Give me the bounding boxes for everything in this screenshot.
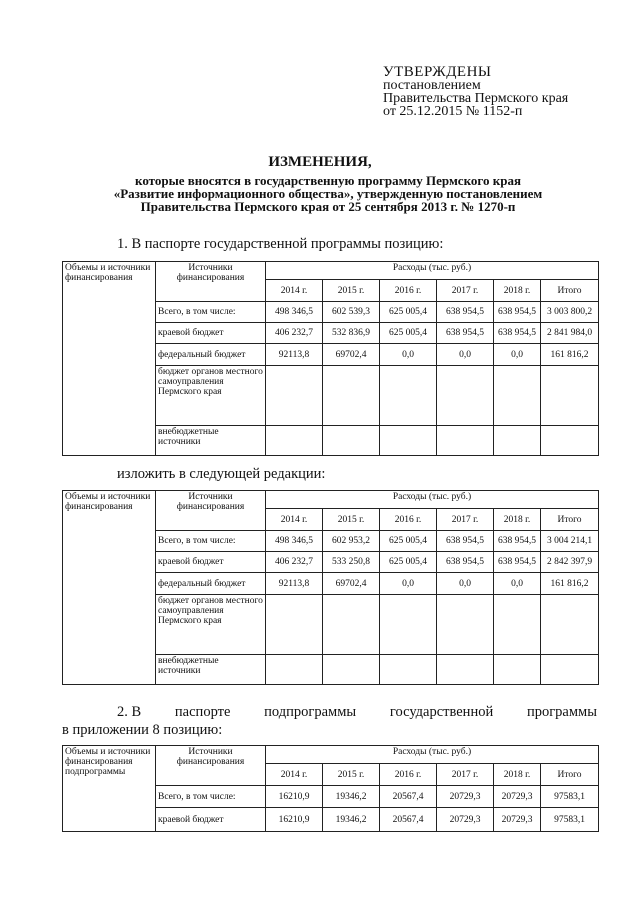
value-cell: 16210,9 (266, 786, 323, 808)
financing-table-current (62, 261, 599, 456)
source-cell: Всего, в том числе: (156, 302, 266, 323)
value-cell: 602 539,3 (323, 302, 380, 323)
value-cell: 498 346,5 (266, 302, 323, 323)
value-cell: 3 003 800,2 (541, 302, 599, 323)
value-cell: 625 005,4 (380, 552, 437, 573)
value-cell: 638 954,5 (437, 302, 494, 323)
source-cell: краевой бюджет (156, 552, 266, 573)
section1-replace: изложить в следующей редакции: (117, 466, 326, 482)
value-cell: 625 005,4 (380, 323, 437, 344)
total-header: Итого (541, 280, 599, 302)
document-title: ИЗМЕНЕНИЯ, (268, 154, 372, 170)
section2-word: программы (526, 704, 597, 720)
section2-word: государственной (389, 704, 494, 720)
source-cell: краевой бюджет (156, 808, 266, 832)
source-cell: федеральный бюджет (156, 344, 266, 366)
value-cell: 16210,9 (266, 808, 323, 832)
value-cell: 97583,1 (541, 808, 599, 832)
value-cell: 69702,4 (323, 573, 380, 595)
value-cell: 161 816,2 (541, 344, 599, 366)
source-cell: краевой бюджет (156, 323, 266, 344)
value-cell: 97583,1 (541, 786, 599, 808)
approval-block (383, 66, 568, 118)
year-header: 2015 г. (323, 280, 380, 302)
source-cell: внебюджетные источники (156, 655, 266, 685)
value-cell: 638 954,5 (494, 552, 541, 573)
financing-table-subprogram (62, 745, 599, 832)
value-cell: 20729,3 (437, 786, 494, 808)
value-cell: 625 005,4 (380, 531, 437, 552)
year-header: 2014 г. (266, 764, 323, 786)
total-header: Итого (541, 764, 599, 786)
source-cell: бюджет органов местного самоуправления Пермского края (156, 366, 266, 426)
document-subtitle (98, 174, 558, 213)
value-cell: 2 842 397,9 (541, 552, 599, 573)
year-header: 2018 г. (494, 764, 541, 786)
sources-header: Источники финансирования (156, 491, 266, 531)
subtitle-line: «Развитие информационного общества», утвержденную постановлением (113, 186, 543, 201)
source-cell: федеральный бюджет (156, 573, 266, 595)
section2-line1 (117, 704, 597, 721)
approval-line: Правительства Пермского края (383, 91, 569, 106)
financing-table-new (62, 490, 599, 685)
section2-word: подпрограммы (264, 704, 357, 720)
value-cell: 406 232,7 (266, 323, 323, 344)
value-cell: 602 953,2 (323, 531, 380, 552)
year-header: 2017 г. (437, 509, 494, 531)
value-cell: 638 954,5 (494, 302, 541, 323)
value-cell: 625 005,4 (380, 302, 437, 323)
value-cell: 638 954,5 (437, 323, 494, 344)
year-header: 2015 г. (323, 509, 380, 531)
value-cell: 19346,2 (323, 786, 380, 808)
approval-title: УТВЕРЖДЕНЫ (383, 64, 492, 80)
table1-label: Объемы и источники финансирования (63, 262, 156, 456)
year-header: 2014 г. (266, 509, 323, 531)
subtitle-line: Правительства Пермского края от 25 сентября 2013 г. № 1270-п (140, 199, 516, 214)
subtitle-line: которые вносятся в государственную программу Пермского края (135, 173, 521, 188)
year-header: 2016 г. (380, 280, 437, 302)
value-cell: 20567,4 (380, 786, 437, 808)
value-cell: 638 954,5 (437, 552, 494, 573)
value-cell: 20567,4 (380, 808, 437, 832)
expenses-header: Расходы (тыс. руб.) (266, 491, 599, 509)
section1-intro: 1. В паспорте государственной программы позицию: (117, 236, 444, 252)
expenses-header: Расходы (тыс. руб.) (266, 262, 599, 280)
source-cell: внебюджетные источники (156, 426, 266, 456)
section2-word: паспорте (174, 704, 231, 720)
value-cell: 638 954,5 (494, 531, 541, 552)
year-header: 2014 г. (266, 280, 323, 302)
value-cell: 92113,8 (266, 344, 323, 366)
value-cell: 20729,3 (437, 808, 494, 832)
year-header: 2015 г. (323, 764, 380, 786)
source-cell: бюджет органов местного самоуправления Пермского края (156, 595, 266, 655)
value-cell: 0,0 (437, 344, 494, 366)
value-cell: 2 841 984,0 (541, 323, 599, 344)
year-header: 2017 г. (437, 764, 494, 786)
source-cell: Всего, в том числе: (156, 531, 266, 552)
section2-line2: в приложении 8 позицию: (62, 722, 223, 738)
expenses-header: Расходы (тыс. руб.) (266, 746, 599, 764)
value-cell: 161 816,2 (541, 573, 599, 595)
approval-line: от 25.12.2015 № 1152-п (383, 104, 523, 119)
value-cell: 3 004 214,1 (541, 531, 599, 552)
total-header: Итого (541, 509, 599, 531)
source-cell: Всего, в том числе: (156, 786, 266, 808)
value-cell: 0,0 (380, 344, 437, 366)
value-cell: 0,0 (494, 573, 541, 595)
value-cell: 92113,8 (266, 573, 323, 595)
value-cell: 638 954,5 (494, 323, 541, 344)
year-header: 2016 г. (380, 764, 437, 786)
value-cell: 0,0 (494, 344, 541, 366)
value-cell: 406 232,7 (266, 552, 323, 573)
table2-label: Объемы и источники финансирования (63, 491, 156, 685)
value-cell: 69702,4 (323, 344, 380, 366)
sources-header: Источники финансирования (156, 746, 266, 786)
value-cell: 20729,3 (494, 808, 541, 832)
value-cell: 533 250,8 (323, 552, 380, 573)
value-cell: 498 346,5 (266, 531, 323, 552)
value-cell: 19346,2 (323, 808, 380, 832)
year-header: 2016 г. (380, 509, 437, 531)
approval-line: постановлением (383, 78, 481, 93)
year-header: 2018 г. (494, 509, 541, 531)
value-cell: 0,0 (380, 573, 437, 595)
sources-header: Источники финансирования (156, 262, 266, 302)
value-cell: 20729,3 (494, 786, 541, 808)
value-cell: 532 836,9 (323, 323, 380, 344)
value-cell: 638 954,5 (437, 531, 494, 552)
value-cell: 0,0 (437, 573, 494, 595)
year-header: 2018 г. (494, 280, 541, 302)
table3-label: Объемы и источники финансирования подпрограммы (63, 746, 156, 832)
year-header: 2017 г. (437, 280, 494, 302)
section2-word: 2. В (117, 704, 142, 720)
